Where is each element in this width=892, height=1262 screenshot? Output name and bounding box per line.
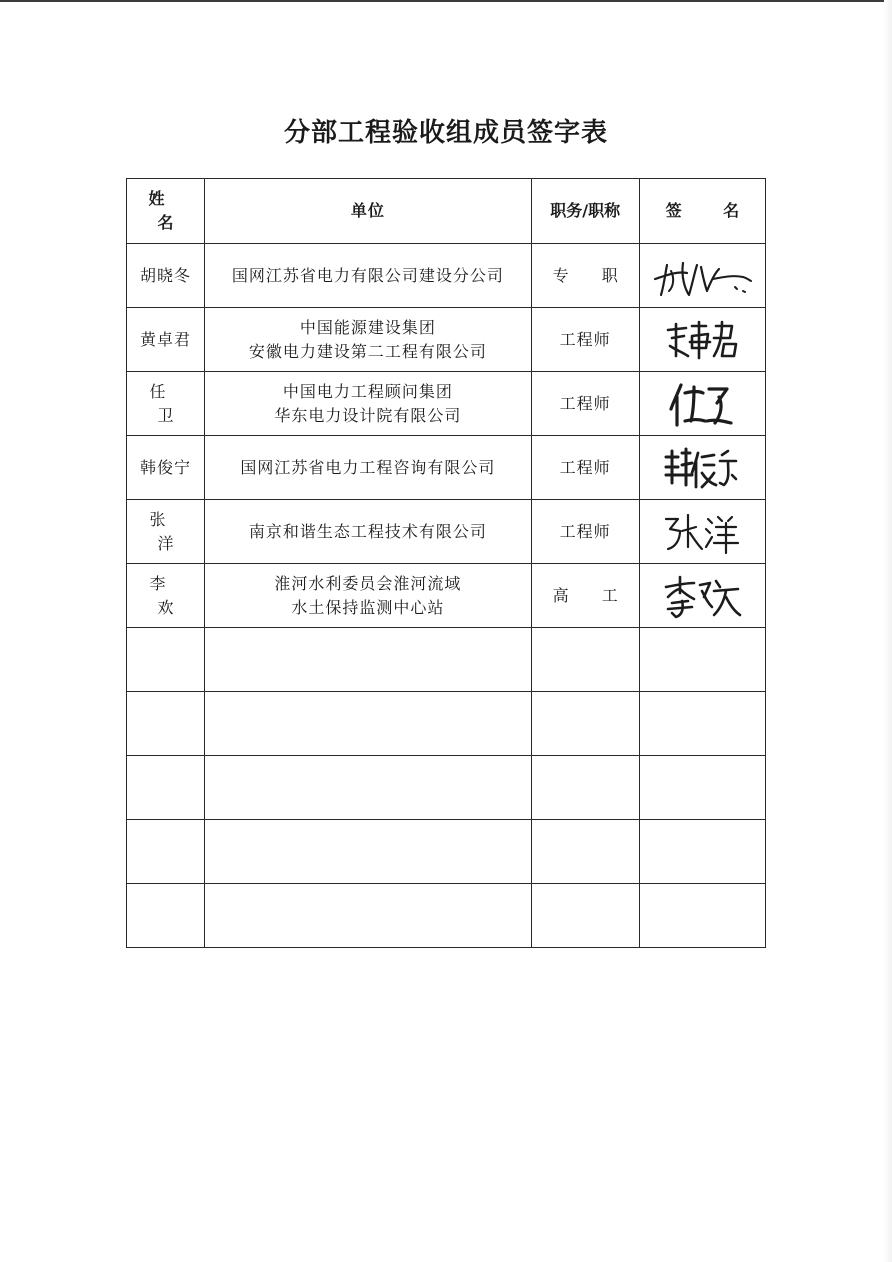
table-row bbox=[127, 308, 766, 372]
signature-table bbox=[126, 178, 766, 948]
handwritten-signature-icon bbox=[662, 571, 742, 621]
member-signature bbox=[639, 564, 765, 628]
table-header-row bbox=[127, 179, 766, 244]
member-unit: 国网江苏省电力有限公司建设分公司 bbox=[205, 244, 532, 308]
member-name: 胡晓冬 bbox=[127, 244, 205, 308]
top-border-line bbox=[0, 0, 892, 2]
empty-table-row bbox=[127, 820, 766, 884]
member-title: 专 职 bbox=[531, 244, 639, 308]
member-unit: 南京和谐生态工程技术有限公司 bbox=[205, 500, 532, 564]
member-name: 张 洋 bbox=[127, 500, 205, 564]
member-title: 工程师 bbox=[531, 308, 639, 372]
member-signature bbox=[639, 372, 765, 436]
header-signature: 签 名 bbox=[639, 179, 765, 244]
member-title: 工程师 bbox=[531, 436, 639, 500]
header-name: 姓 名 bbox=[127, 179, 205, 244]
member-title: 工程师 bbox=[531, 372, 639, 436]
header-unit: 单位 bbox=[205, 179, 532, 244]
member-title: 工程师 bbox=[531, 500, 639, 564]
member-signature bbox=[639, 308, 765, 372]
member-name: 韩俊宁 bbox=[127, 436, 205, 500]
handwritten-signature-icon bbox=[662, 316, 742, 364]
empty-table-row bbox=[127, 628, 766, 692]
member-signature bbox=[639, 244, 765, 308]
header-title: 职务/职称 bbox=[531, 179, 639, 244]
empty-table-row bbox=[127, 884, 766, 948]
member-name: 黄卓君 bbox=[127, 308, 205, 372]
member-unit: 国网江苏省电力工程咨询有限公司 bbox=[205, 436, 532, 500]
handwritten-signature-icon bbox=[647, 251, 757, 301]
handwritten-signature-icon bbox=[662, 445, 742, 491]
member-signature bbox=[639, 436, 765, 500]
table-row bbox=[127, 244, 766, 308]
member-unit: 中国能源建设集团 安徽电力建设第二工程有限公司 bbox=[205, 308, 532, 372]
member-signature bbox=[639, 500, 765, 564]
member-title: 高 工 bbox=[531, 564, 639, 628]
member-name: 李 欢 bbox=[127, 564, 205, 628]
member-unit: 淮河水利委员会淮河流域 水土保持监测中心站 bbox=[205, 564, 532, 628]
handwritten-signature-icon bbox=[667, 379, 737, 429]
table-row bbox=[127, 436, 766, 500]
member-name: 任 卫 bbox=[127, 372, 205, 436]
page-title: 分部工程验收组成员签字表 bbox=[283, 118, 608, 148]
member-unit: 中国电力工程顾问集团 华东电力设计院有限公司 bbox=[205, 372, 532, 436]
page-edge-shadow bbox=[884, 0, 892, 1262]
table-row bbox=[127, 500, 766, 564]
table-row bbox=[127, 564, 766, 628]
empty-table-row bbox=[127, 692, 766, 756]
empty-table-row bbox=[127, 756, 766, 820]
table-row bbox=[127, 372, 766, 436]
handwritten-signature-icon bbox=[662, 509, 742, 555]
